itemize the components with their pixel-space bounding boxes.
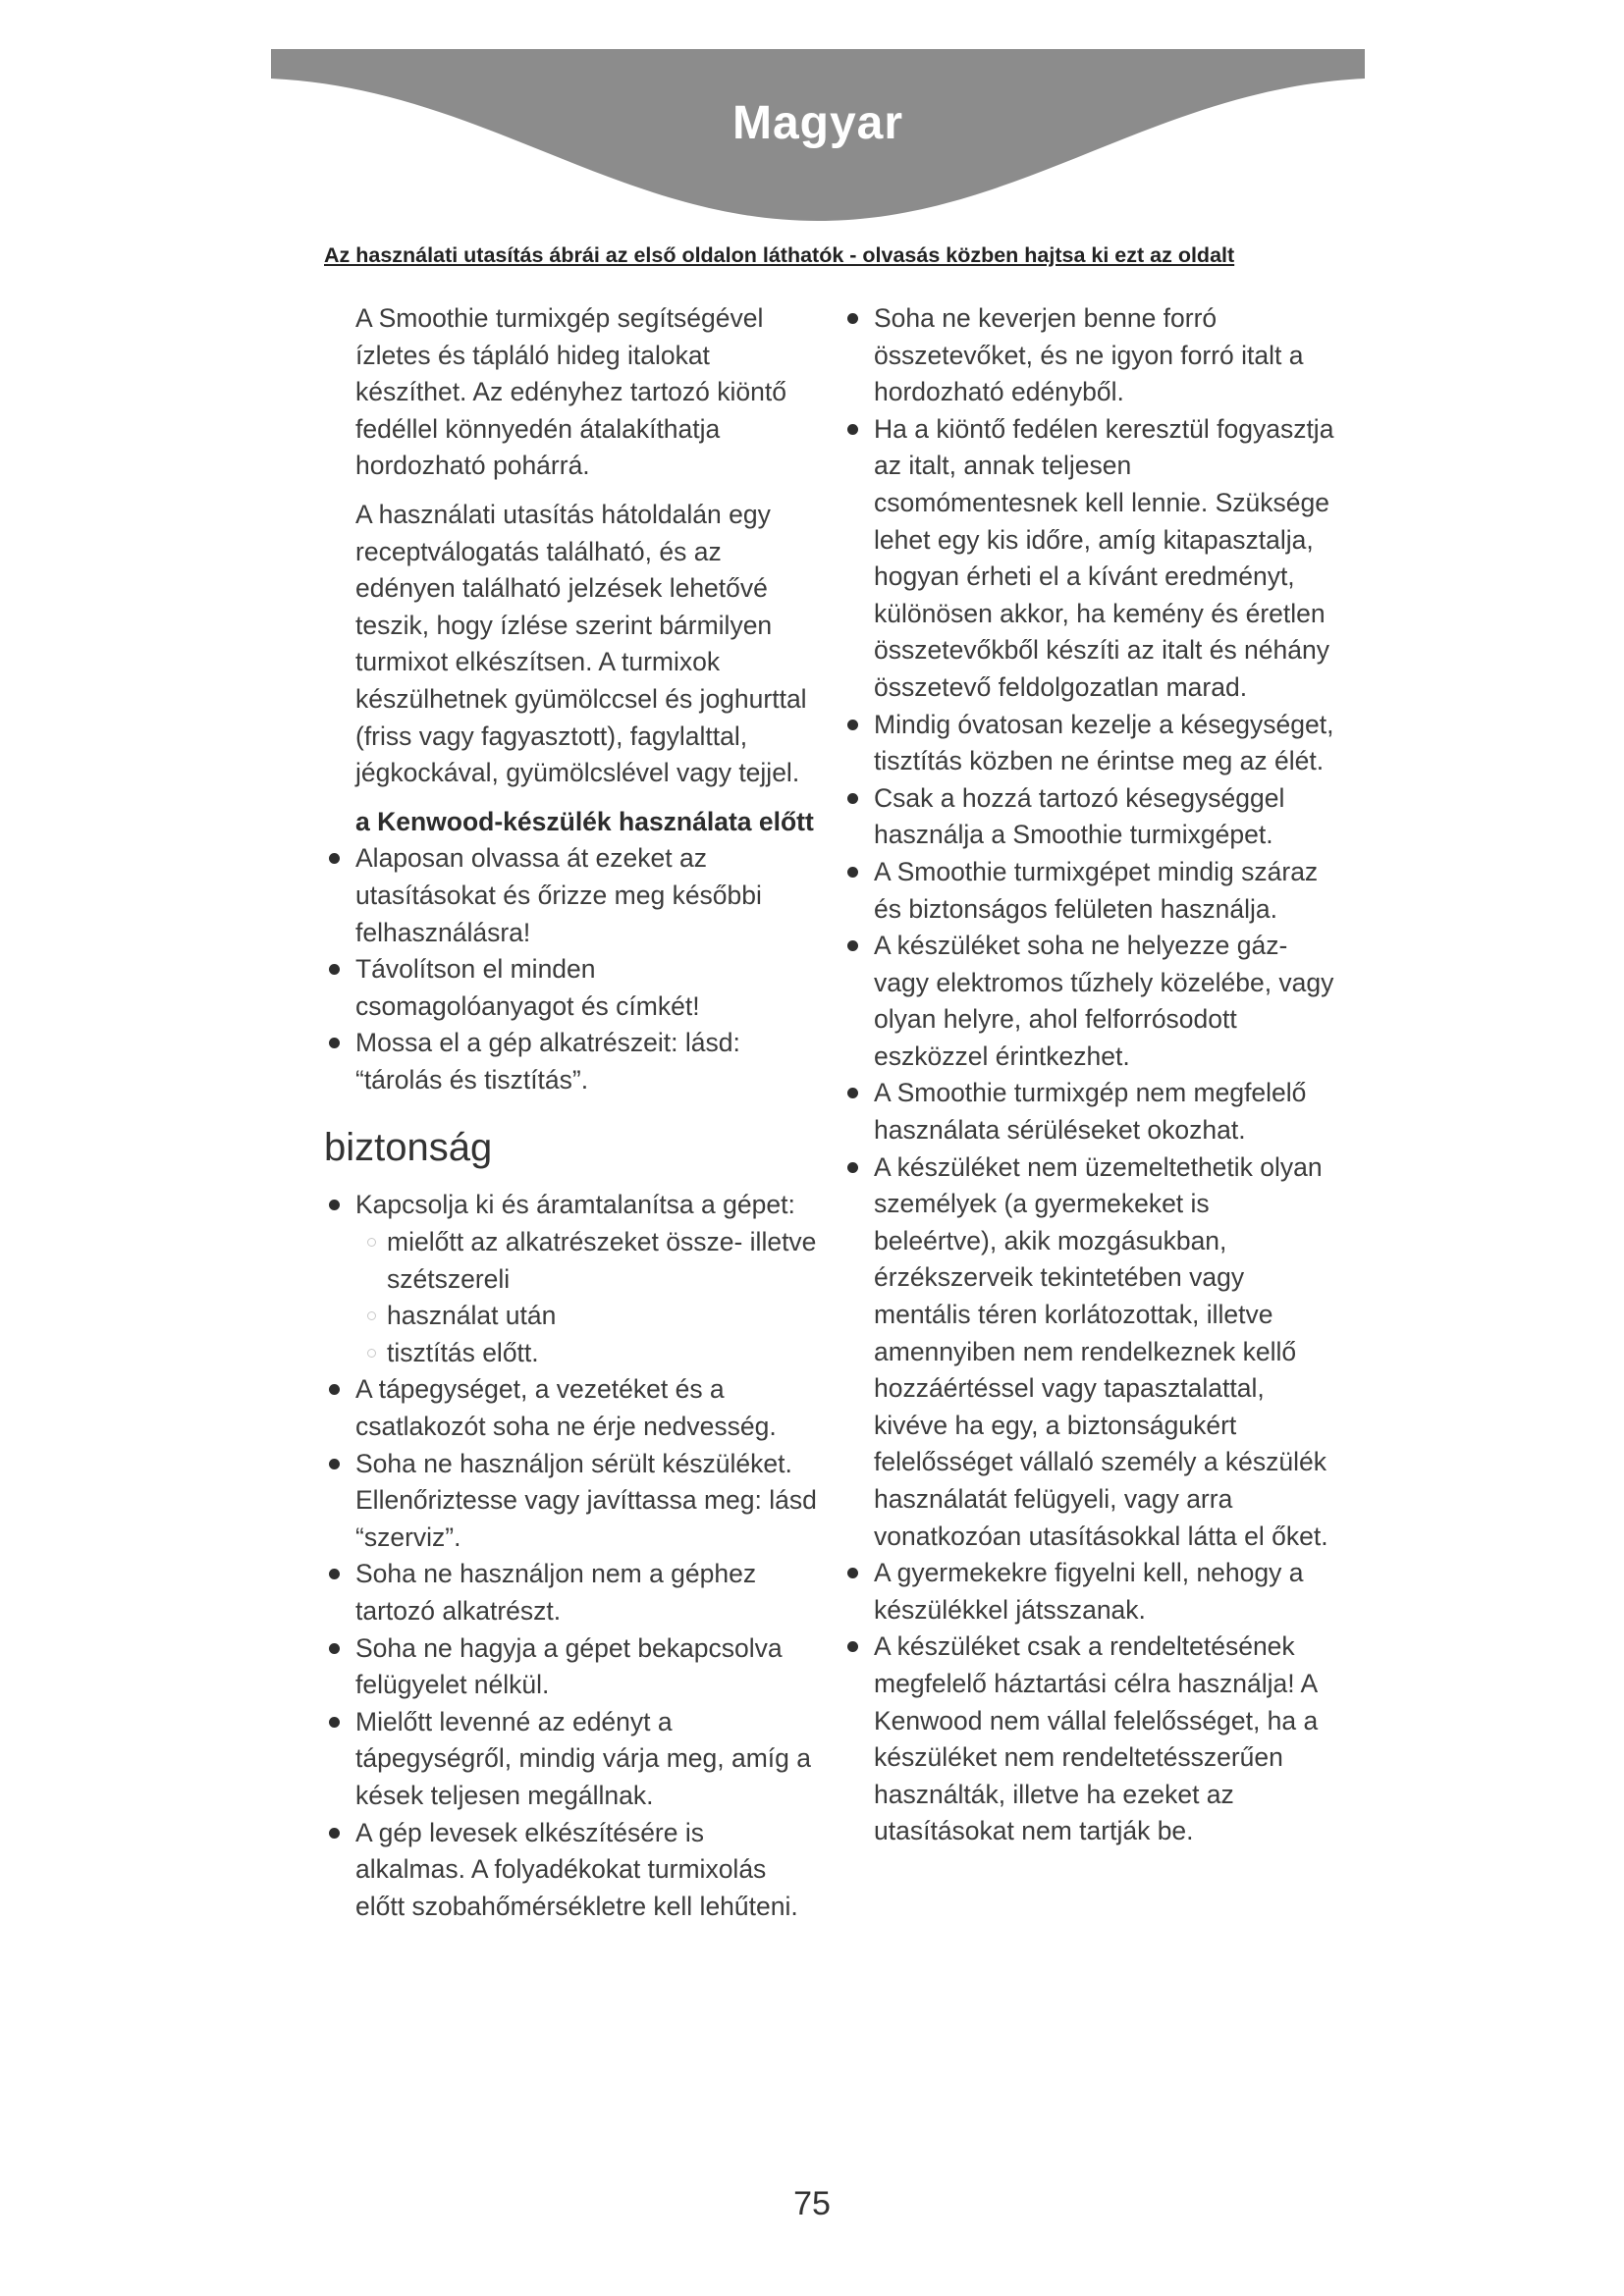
list-item: Ha a kiöntő fedélen keresztül fogyasztja az italt, annak teljesen csomómentesnek kell lennie. Szüksége lehet egy kis időre, amíg kitapasztalja, hogyan érheti el a kívánt eredményt, különösen akkor, ha kemény és éretlen összetevőkből készíti az italt és néhány összetevő feldolgozatlan marad. [874,411,1335,707]
list-item: A készüléket nem üzemeltethetik olyan személyek (a gyermekeket is beleértve), akik mozgásukban, érzékszerveik tekintetében vagy mentális téren korlátozottak, illetve amennyiben nem rendelkeznek kellő hozzáértéssel vagy tapasztalattal, kivéve ha egy, a biztonságukért felelősséget vállaló személy a készülék használatát felügyeli, vagy arra vonatkozóan utasításokkal látta el őket. [874,1149,1335,1556]
list-item: Soha ne hagyja a gépet bekapcsolva felügyelet nélkül. [355,1630,817,1704]
list-item: A gép levesek elkészítésére is alkalmas. A folyadékokat turmixolás előtt szobahőmérsékletre kell lehűteni. [355,1815,817,1926]
sub-list-item: tisztítás előtt. [355,1335,817,1372]
list-item: Soha ne keverjen benne forró összetevőket, és ne igyon forró italt a hordozható edényből. [874,300,1335,411]
list-item: A gyermekekre figyelni kell, nehogy a készülékkel játsszanak. [874,1555,1335,1629]
safety-sublist [355,1224,817,1371]
list-item: Soha ne használjon nem a géphez tartozó alkatrészt. [355,1556,817,1629]
left-column [324,300,817,1925]
right-column [874,300,1335,1850]
language-header [271,49,1365,226]
sub-list-item: használat után [355,1298,817,1335]
list-item: Mindig óvatosan kezelje a késegységet, tisztítás közben ne érintse meg az élét. [874,707,1335,780]
list-item: A készüléket soha ne helyezze gáz- vagy elektromos tűzhely közelébe, vagy olyan helyre, ahol felforrósodott eszközzel érintkezhet. [874,928,1335,1075]
list-item: Alaposan olvassa át ezeket az utasításokat és őrizze meg későbbi felhasználásra! [355,840,817,951]
list-item: Soha ne használjon sérült készüléket. Ellenőriztesse vagy javíttassa meg: lásd “szerviz”. [355,1446,817,1557]
list-item: Távolítson el minden csomagolóanyagot és címkét! [355,951,817,1025]
intro-paragraph-2: A használati utasítás hátoldalán egy receptválogatás található, és az edényen található jelzések lehetővé teszik, hogy ízlése szerint bármilyen turmixot elkészítsen. A turmixok készülhetnek gyümölccsel és joghurttal (friss vagy fagyasztott), fagylalttal, jégkockával, gyümölcslével vagy tejjel. [355,499,807,788]
list-item: Mielőtt levenné az edényt a tápegységről, mindig várja meg, amíg a kések teljesen megállnak. [355,1704,817,1815]
list-item: Csak a hozzá tartozó késegységgel használja a Smoothie turmixgépet. [874,780,1335,854]
header-title: Magyar [731,97,904,149]
list-item-text: Kapcsolja ki és áramtalanítsa a gépet: [355,1190,795,1220]
fold-out-notice: Az használati utasítás ábrái az első oldalon láthatók - olvasás közben hajtsa ki ezt az oldalt [324,243,1235,267]
safety-list-continued [874,300,1335,1850]
list-item: A Smoothie turmixgép nem megfelelő használata sérüléseket okozhat. [874,1075,1335,1148]
list-item: A Smoothie turmixgépet mindig száraz és biztonságos felületen használja. [874,854,1335,928]
page-number: 75 [793,2185,831,2222]
safety-heading: biztonság [324,1126,493,1170]
intro-paragraph-1: A Smoothie turmixgép segítségével ízletes és tápláló hideg italokat készíthet. Az edényhez tartozó kiöntő fedéllel könnyedén átalakíthatja hordozható pohárrá. [355,303,786,481]
list-item: Mossa el a gép alkatrészeit: lásd: “tárolás és tisztítás”. [355,1025,817,1098]
list-item: A készüléket csak a rendeltetésének megfelelő háztartási célra használja! A Kenwood nem vállal felelősséget, ha a készüléket nem rendeltetésszerűen használták, illetve ha ezeket az utasításokat nem tartják be. [874,1629,1335,1850]
before-use-list [355,840,817,1098]
sub-list-item: mielőtt az alkatrészeket össze- illetve szétszereli [355,1224,817,1298]
before-use-heading: a Kenwood-készülék használata előtt [355,806,814,836]
safety-list [355,1187,817,1925]
list-item: A tápegységet, a vezetéket és a csatlakozót soha ne érje nedvesség. [355,1371,817,1445]
list-item [355,1187,817,1371]
